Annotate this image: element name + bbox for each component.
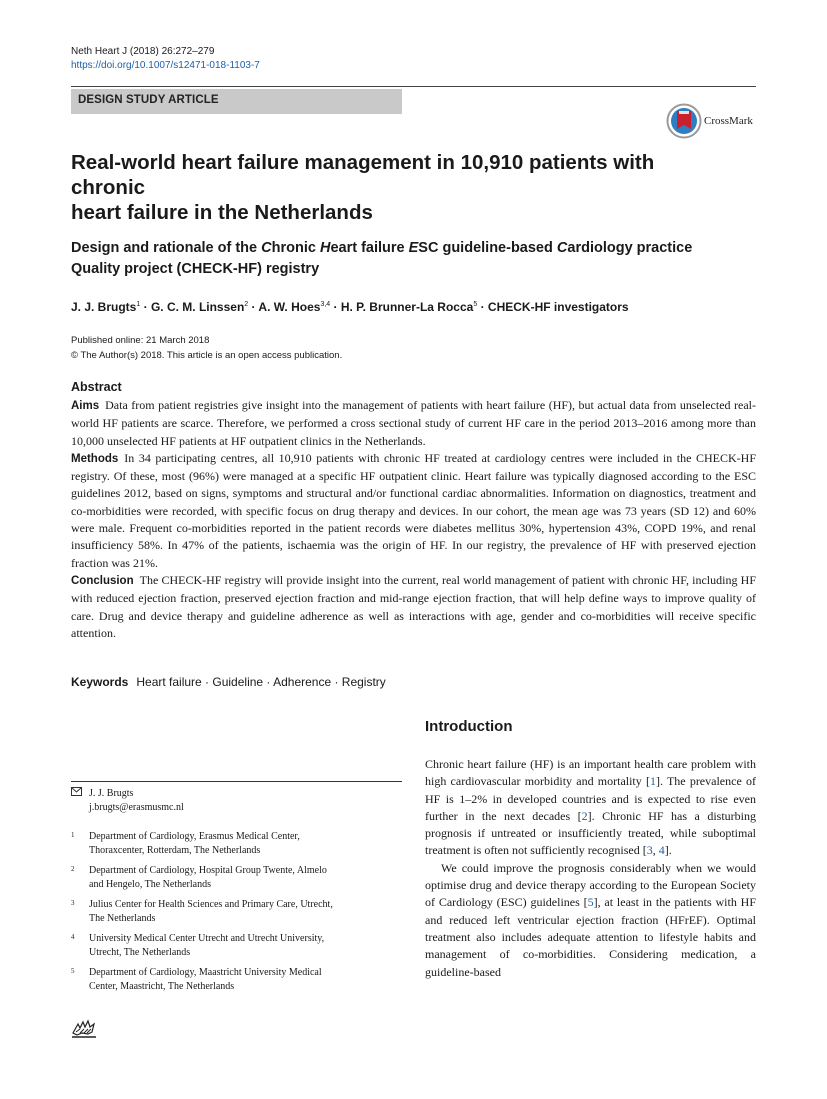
crossmark-label: CrossMark <box>704 115 753 127</box>
intro-text: ]. <box>664 843 672 858</box>
author-name: G. C. M. Linssen <box>150 300 245 314</box>
title-line-2: heart failure in the Netherlands <box>71 201 373 224</box>
affiliation-number: 4 <box>71 933 75 941</box>
subtitle-text: eart failure <box>330 240 409 256</box>
affiliation-item <box>71 898 402 926</box>
author-name: H. P. Brunner-La Rocca <box>340 300 474 314</box>
citation-link[interactable]: 1 <box>649 774 656 789</box>
abstract-section-label: Methods <box>71 452 119 465</box>
affiliation-text: Center, Maastricht, The Netherlands <box>89 981 235 992</box>
intro-text: Chronic heart failure (HF) is an important health care problem with high cardiovascular morbidity and mortality [ <box>425 757 756 789</box>
affiliation-text: Thoraxcenter, Rotterdam, The Netherlands <box>89 845 261 856</box>
intro-paragraph <box>425 860 756 981</box>
affiliation-number: 3 <box>71 899 75 907</box>
springer-logo-icon <box>70 1018 98 1040</box>
subtitle-line-2: Quality project (CHECK-HF) registry <box>71 261 320 277</box>
subtitle-text: SC guideline-based <box>418 240 557 256</box>
published-date: Published online: 21 March 2018 <box>71 335 210 346</box>
correspondence-name: J. J. Brugts <box>89 788 134 799</box>
author[interactable] <box>258 300 330 314</box>
abstract-section-label: Aims <box>71 400 100 412</box>
author-name: A. W. Hoes <box>258 300 321 314</box>
affiliation-text: Julius Center for Health Sciences and Primary Care, Utrecht, <box>89 899 333 910</box>
affiliation-number: 2 <box>71 865 75 873</box>
abstract-body <box>71 397 756 642</box>
keywords-label: Keywords <box>71 675 129 689</box>
intro-text: ]. Chronic HF has a disturbing prognosis if untreated or insufficiently treated, while suboptimal treatment is often not sufficiently recognised [ <box>425 808 756 858</box>
doi-link[interactable]: https://doi.org/10.1007/s12471-018-1103-7 <box>71 60 260 71</box>
affiliation-item <box>71 864 402 892</box>
intro-paragraph <box>425 756 756 860</box>
author-name: J. J. Brugts <box>71 300 137 314</box>
subtitle-acronym-letter: E <box>408 240 419 256</box>
affiliations <box>71 830 402 1000</box>
subtitle-acronym-letter: C <box>261 240 272 256</box>
affiliation-number: 1 <box>71 831 75 839</box>
article-subtitle <box>71 238 731 280</box>
correspondence-email[interactable]: j.brugts@erasmusmc.nl <box>89 802 184 813</box>
subtitle-line-1 <box>71 238 731 259</box>
crossmark-icon <box>666 103 702 139</box>
author-affiliation-marker: 1 <box>136 301 141 308</box>
author[interactable] <box>488 300 629 314</box>
keywords-list: Heart failure · Guideline · Adherence · Registry <box>136 675 386 689</box>
title-line-1: Real-world heart failure management in 10,910 patients with chronic <box>71 151 655 199</box>
abstract-conclusion <box>71 572 756 642</box>
subtitle-acronym-letter: H <box>319 240 331 256</box>
citation-link[interactable]: 4 <box>658 843 665 858</box>
author-separator: · <box>140 300 151 314</box>
affiliation-number: 5 <box>71 967 75 975</box>
author-separator: · <box>477 300 488 314</box>
license-statement: © The Author(s) 2018. This article is an open access publication. <box>71 350 343 361</box>
journal-reference: Neth Heart J (2018) 26:272–279 <box>71 46 215 57</box>
intro-text: We could improve the prognosis considerably when we would optimise drug and device therapy according to the European Society of Cardiology (ESC) guidelines [ <box>425 860 756 910</box>
citation-link[interactable]: 2 <box>581 808 588 823</box>
abstract-heading: Abstract <box>71 380 122 394</box>
affiliation-item <box>71 932 402 960</box>
author[interactable] <box>341 300 477 314</box>
affiliation-text: Department of Cardiology, Erasmus Medical Center, <box>89 831 300 842</box>
abstract-methods <box>71 450 756 572</box>
abstract-text: Data from patient registries give insight into the management of patients with heart failure (HF), but actual data from unselected real-world HF patients are scarce. Therefore, we performed a cross sectional study of current HF care in the period 2013–2016 among more than 10,000 unselected HF patients at HF outpatient clinics in the Netherlands. <box>71 398 756 448</box>
affiliation-text: Utrecht, The Netherlands <box>89 947 191 958</box>
header-rule <box>71 86 756 87</box>
article-type-banner <box>71 89 402 114</box>
author-affiliation-marker: 3,4 <box>320 301 331 308</box>
affiliation-item <box>71 830 402 858</box>
author[interactable] <box>151 300 248 314</box>
abstract-section-label: Conclusion <box>71 574 134 587</box>
abstract-text: In 34 participating centres, all 10,910 patients with chronic HF treated at cardiology centres were included in the CHECK-HF registry. Of these, most (96%) were managed at a specific HF outpatient clinic. Heart failure was typically diagnosed according to the ESC guidelines 2012, based on signs, symptoms and structural and/or functional cardiac abnormalities. Information on diagnostics, treatment and co-morbidities were recorded, with specific focus on drug therapy and devices. In our cohort, the mean age was 73 years (SD 12) and 60% were male. Frequent co-morbidities reported in the patient records were diabetes mellitus 30%, hypertension 43%, COPD 19%, and renal insufficiency 58%. In 47% of the patients, ischaemia was the origin of HF. In our registry, the prevalence of HF with preserved ejection fraction was 21%. <box>71 450 756 570</box>
abstract-aims <box>71 397 756 450</box>
citation-link[interactable]: 3 <box>646 843 653 858</box>
footnote-rule <box>71 781 402 782</box>
intro-text: ]. The prevalence of HF is 1–2% in developed countries and is expected to rise even further in the next decades [ <box>425 774 756 823</box>
affiliation-item <box>71 966 402 994</box>
publication-info <box>71 333 342 363</box>
affiliation-text: University Medical Center Utrecht and Utrecht University, <box>89 933 325 944</box>
crossmark-badge[interactable] <box>666 103 761 139</box>
author[interactable] <box>71 300 140 314</box>
intro-text: ], at least in the patients with HF and reduced left ventricular ejection fraction (HFrEF). Optimal treatment also includes adequate attention to lifestyle habits and management of co-morbidities. Considering medication, a guideline-based <box>425 895 757 979</box>
affiliation-text: and Hengelo, The Netherlands <box>89 879 211 890</box>
introduction-body <box>425 756 756 981</box>
author-name: CHECK-HF investigators <box>487 300 629 314</box>
author-affiliation-marker: 5 <box>473 301 478 308</box>
envelope-icon <box>71 787 89 815</box>
keywords <box>71 675 386 689</box>
introduction-heading: Introduction <box>425 718 513 735</box>
affiliation-text: The Netherlands <box>89 913 156 924</box>
article-title <box>71 150 731 225</box>
abstract-text: The CHECK-HF registry will provide insight into the current, real world management of patient with chronic HF, including HF with reduced ejection fraction, preserved ejection fraction and mid-range ejection fraction, that will help define ways to improve quality of care. Drug and device therapy and guideline adherence as well as interactions with age, gender and co-morbidities will receive specific attention. <box>71 572 756 640</box>
subtitle-text: Design and rationale of the <box>71 240 262 256</box>
affiliation-text: Department of Cardiology, Maastricht University Medical <box>89 967 322 978</box>
subtitle-text: hronic <box>271 240 320 256</box>
affiliation-text: Department of Cardiology, Hospital Group Twente, Almelo <box>89 865 327 876</box>
subtitle-acronym-letter: C <box>556 240 568 256</box>
author-separator: · <box>248 300 259 314</box>
subtitle-text: ardiology practice <box>567 240 693 256</box>
article-type-label: DESIGN STUDY ARTICLE <box>78 94 219 106</box>
citation-link[interactable]: 5 <box>587 895 594 910</box>
author-affiliation-marker: 2 <box>244 301 249 308</box>
intro-text: , <box>652 843 659 858</box>
author-list <box>71 300 756 314</box>
author-separator: · <box>330 300 341 314</box>
correspondence <box>71 787 184 815</box>
